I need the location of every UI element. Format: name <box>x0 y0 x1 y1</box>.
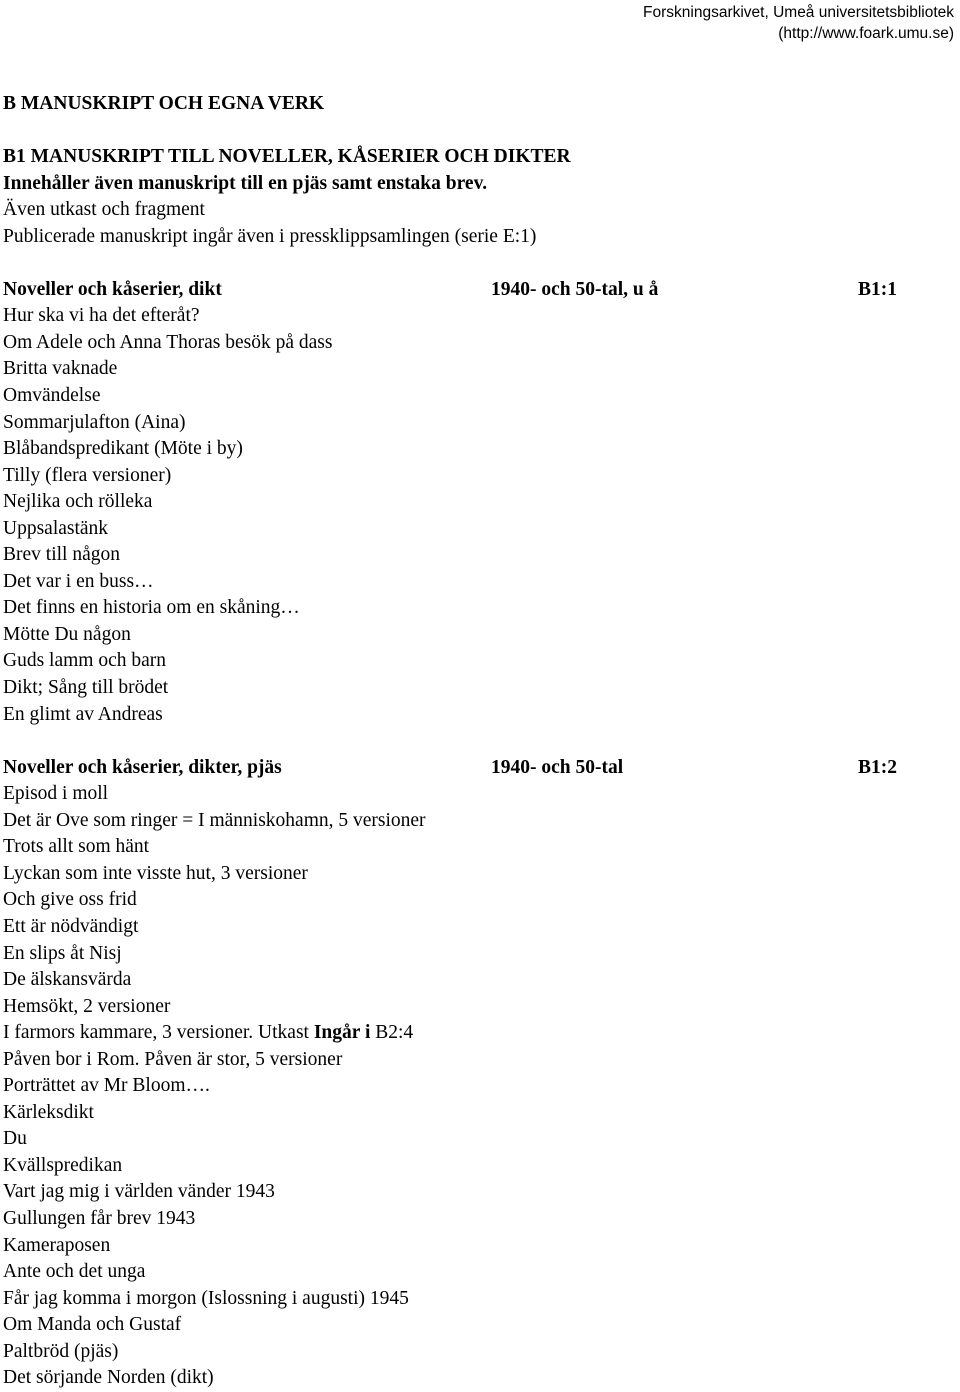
volume-date: 1940- och 50-tal, u å <box>491 278 659 300</box>
list-item: Guds lamm och barn <box>3 650 167 672</box>
list-item: Det finns en historia om en skåning… <box>3 597 300 619</box>
spacer <box>3 118 953 145</box>
list-item-cross-reference <box>3 1020 953 1047</box>
list-item: Dikt; Sång till brödet <box>3 677 169 699</box>
header-url: (http://www.foark.umu.se) <box>778 25 954 42</box>
list-item: Nejlika och rölleka <box>3 491 153 513</box>
list-item: Om Manda och Gustaf <box>3 1314 182 1336</box>
list-item: Ett är nödvändigt <box>3 915 139 937</box>
volume-title: Noveller och kåserier, dikt <box>3 278 222 300</box>
document-body <box>3 91 953 1392</box>
subsection-note: Publicerade manuskript ingår även i pressklippsamlingen (serie E:1) <box>3 225 537 247</box>
volume-item-list <box>3 303 953 728</box>
subsection-title: B1 MANUSKRIPT TILL NOVELLER, KÅSERIER OCH DIKTER <box>3 146 571 168</box>
item-text: I farmors kammare, 3 versioner. Utkast <box>3 1022 314 1044</box>
spacer <box>3 250 953 277</box>
spacer <box>3 728 953 755</box>
list-item: Du <box>3 1128 27 1150</box>
subsection-note: Även utkast och fragment <box>3 199 205 221</box>
volume-item-list <box>3 781 953 1392</box>
list-item: Paltbröd (pjäs) <box>3 1340 119 1362</box>
volume-ref: B1:1 <box>858 278 897 300</box>
list-item: Brev till någon <box>3 544 120 566</box>
list-item: Lyckan som inte visste hut, 3 versioner <box>3 862 308 884</box>
list-item: Om Adele och Anna Thoras besök på dass <box>3 331 333 353</box>
volume-heading <box>3 755 953 782</box>
list-item: Kärleksdikt <box>3 1101 94 1123</box>
list-item: Vart jag mig i världen vänder 1943 <box>3 1181 275 1203</box>
page-header <box>643 2 954 44</box>
list-item: De älskansvärda <box>3 969 132 991</box>
list-item: Gullungen får brev 1943 <box>3 1207 196 1229</box>
list-item: Sommarjulafton (Aina) <box>3 411 186 433</box>
list-item: Britta vaknade <box>3 358 118 380</box>
item-text: B2:4 <box>370 1022 414 1044</box>
list-item: Kvällspredikan <box>3 1154 123 1176</box>
list-item: Trots allt som hänt <box>3 836 150 858</box>
list-item: Mötte Du någon <box>3 623 131 645</box>
list-item: En glimt av Andreas <box>3 703 163 725</box>
list-item: Tilly (flera versioner) <box>3 464 172 486</box>
header-institution: Forskningsarkivet, Umeå universitetsbibliotek <box>643 4 954 21</box>
volume-date: 1940- och 50-tal <box>491 756 624 778</box>
list-item: Hemsökt, 2 versioner <box>3 995 171 1017</box>
list-item: Hur ska vi ha det efteråt? <box>3 305 200 327</box>
list-item: Det är Ove som ringer = I människohamn, 5 versioner <box>3 809 426 831</box>
subsection-note: Innehåller även manuskript till en pjäs samt enstaka brev. <box>3 172 488 194</box>
list-item: En slips åt Nisj <box>3 942 122 964</box>
volume-ref: B1:2 <box>858 756 897 778</box>
list-item: Det var i en buss… <box>3 570 154 592</box>
volume-heading <box>3 277 953 304</box>
list-item: Får jag komma i morgon (Islossning i augusti) 1945 <box>3 1287 409 1309</box>
list-item: Omvändelse <box>3 385 101 407</box>
item-text-bold: Ingår i <box>313 1022 371 1044</box>
list-item: Episod i moll <box>3 783 109 805</box>
volume-title: Noveller och kåserier, dikter, pjäs <box>3 756 282 778</box>
list-item: Påven bor i Rom. Påven är stor, 5 versioner <box>3 1048 343 1070</box>
list-item: Och give oss frid <box>3 889 137 911</box>
list-item: Det sörjande Norden (dikt) <box>3 1367 214 1389</box>
list-item: Porträttet av Mr Bloom…. <box>3 1075 210 1097</box>
list-item: Kameraposen <box>3 1234 111 1256</box>
list-item: Uppsalastänk <box>3 517 109 539</box>
list-item: Blåbandspredikant (Möte i by) <box>3 438 243 460</box>
list-item: Ante och det unga <box>3 1261 146 1283</box>
section-title: B MANUSKRIPT OCH EGNA VERK <box>3 93 325 114</box>
